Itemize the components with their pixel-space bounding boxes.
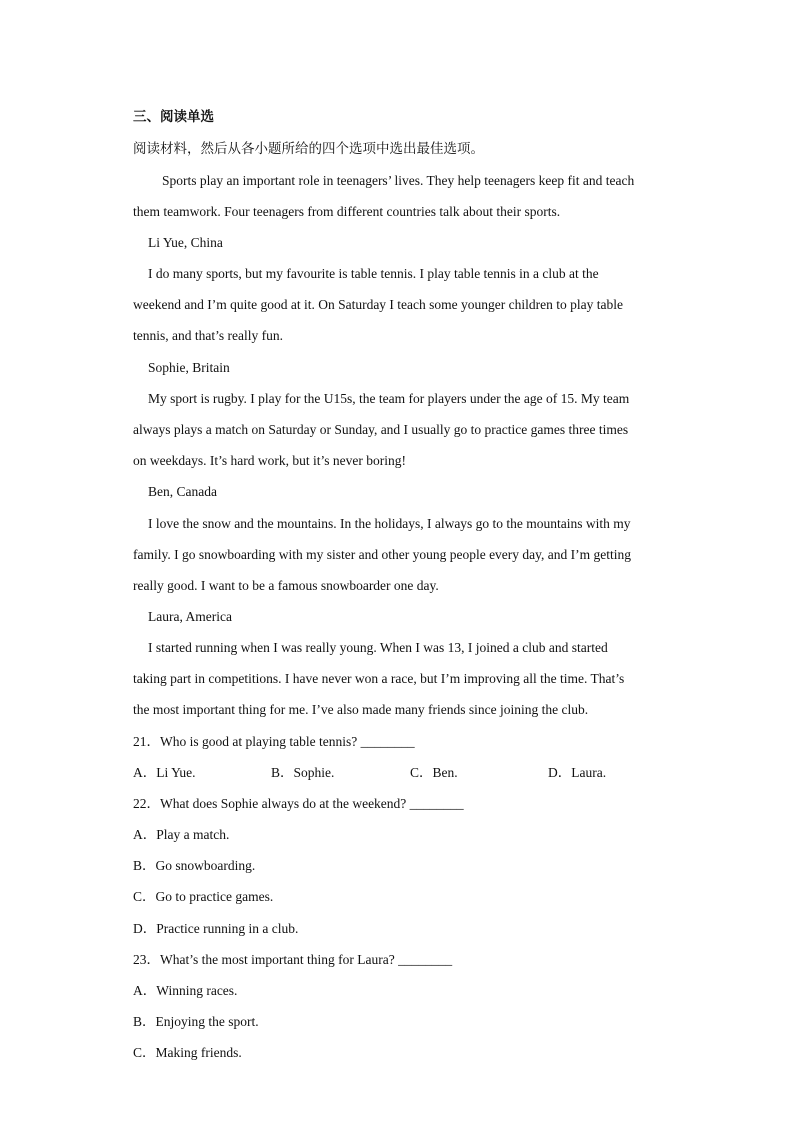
option-d: D．Laura. — [548, 765, 607, 780]
speaker-text-line: I do many sports, but my favourite is table tennis. I play table tennis in a club at the — [148, 266, 599, 281]
speaker-text-line: taking part in competitions. I have never won a race, but I’m improving all the time. That’s — [133, 671, 625, 686]
option-c: C．Go to practice games. — [133, 889, 274, 904]
question-stem: 21．Who is good at playing table tennis? ________ — [133, 734, 415, 749]
option-a: A．Winning races. — [133, 983, 238, 998]
option-b: B．Sophie. — [271, 765, 335, 780]
question-stem: 23．What’s the most important thing for Laura? ________ — [133, 952, 453, 967]
option-a: A．Li Yue. — [133, 765, 196, 780]
option-c: C．Ben. — [410, 765, 458, 780]
question-stem: 22．What does Sophie always do at the weekend? ________ — [133, 796, 464, 811]
speaker-text-line: on weekdays. It’s hard work, but it’s never boring! — [133, 453, 406, 468]
speaker-name: Li Yue, China — [148, 235, 223, 250]
speaker-text-line: I love the snow and the mountains. In the holidays, I always go to the mountains with my — [148, 516, 631, 531]
section-instruction: 阅读材料，然后从各小题所给的四个选项中选出最佳选项。 — [133, 141, 484, 157]
speaker-name: Ben, Canada — [148, 484, 217, 499]
speaker-text-line: I started running when I was really young. When I was 13, I joined a club and started — [148, 640, 608, 655]
speaker-text-line: family. I go snowboarding with my sister and other young people every day, and I’m getting — [133, 547, 632, 562]
option-a: A．Play a match. — [133, 827, 230, 842]
speaker-text-line: tennis, and that’s really fun. — [133, 328, 283, 343]
speaker-text-line: weekend and I’m quite good at it. On Saturday I teach some younger children to play table — [133, 297, 623, 312]
speaker-name: Sophie, Britain — [148, 360, 230, 375]
option-b: B．Enjoying the sport. — [133, 1014, 259, 1029]
speaker-name: Laura, America — [148, 609, 232, 624]
option-b: B．Go snowboarding. — [133, 858, 256, 873]
speaker-text-line: really good. I want to be a famous snowboarder one day. — [133, 578, 439, 593]
section-heading: 三、阅读单选 — [133, 109, 214, 125]
speaker-text-line: the most important thing for me. I’ve also made many friends since joining the club. — [133, 702, 589, 717]
speaker-text-line: always plays a match on Saturday or Sunday, and I usually go to practice games three times — [133, 422, 629, 437]
speaker-text-line: My sport is rugby. I play for the U15s, the team for players under the age of 15. My team — [148, 391, 630, 406]
passage-intro-line: Sports play an important role in teenagers’ lives. They help teenagers keep fit and teach — [162, 173, 635, 188]
option-c: C．Making friends. — [133, 1045, 242, 1060]
option-d: D．Practice running in a club. — [133, 921, 299, 936]
passage-intro-line: them teamwork. Four teenagers from different countries talk about their sports. — [133, 204, 561, 219]
